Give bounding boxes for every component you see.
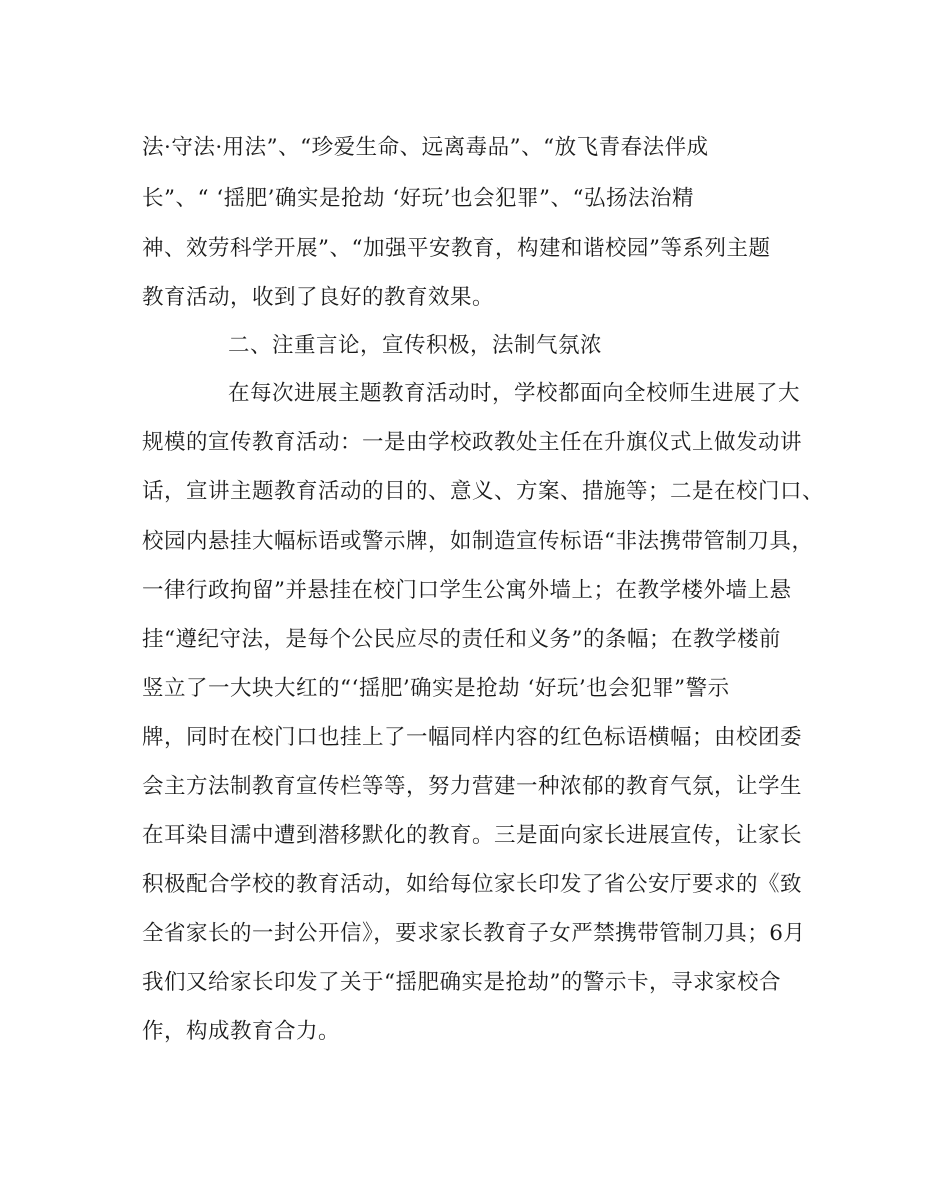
paragraph-2-line-6: 挂“遵纪守法，是每个公民应尽的责任和义务”的条幅；在教学楼前	[142, 627, 781, 652]
paragraph-1-line-1: 法·守法·用法”、“珍爱生命、远离毒品”、“放飞青春法伴成	[142, 135, 709, 160]
paragraph-2-line-5: 一律行政拘留”并悬挂在校门口学生公寓外墙上；在教学楼外墙上悬	[142, 578, 792, 603]
paragraph-1-line-3: 神、效劳科学开展”、“加强平安教育，构建和谐校园”等系列主题	[142, 236, 771, 261]
paragraph-2-line-4: 校园内悬挂大幅标语或警示牌，如制造宣传标语“非法携带管制刀具，	[142, 529, 814, 554]
paragraph-2-line-3: 话，宣讲主题教育活动的目的、意义、方案、措施等；二是在校门口、	[142, 479, 825, 504]
paragraph-2-line-9: 会主方法制教育宣传栏等等，努力营建一种浓郁的教育气氛，让学生	[142, 774, 803, 799]
paragraph-1-line-4: 教育活动，收到了良好的教育效果。	[142, 285, 495, 310]
paragraph-1-line-2: 长”、“ ‘揺肥’确实是抢劫 ‘好玩’也会犯罪”、“弘扬法治精	[142, 186, 694, 211]
paragraph-2-line-8: 牌，同时在校门口也挂上了一幅同样内容的红色标语横幅；由校团委	[142, 725, 803, 750]
paragraph-2-line-1: 在每次进展主题教育活动时，学校都面向全校师生进展了大	[228, 381, 801, 406]
paragraph-2-line-7: 竖立了一大块大红的“‘揺肥’确实是抢劫 ‘好玩’也会犯罪”警示	[142, 676, 730, 701]
paragraph-2-line-11: 积极配合学校的教育活动，如给每位家长印发了省公安厅要求的《致	[142, 872, 803, 897]
paragraph-2-line-14: 作，构成教育合力。	[142, 1019, 341, 1044]
paragraph-2-line-10: 在耳染目濡中遭到潜移默化的教育。三是面向家长进展宣传，让家长	[142, 823, 803, 848]
paragraph-2-line-12: 全省家长的一封公开信》，要求家长教育子女严禁携带管制刀具；6月	[142, 921, 806, 946]
section-heading: 二、注重言论，宣传积极，法制气氛浓	[228, 333, 603, 358]
paragraph-2-line-2: 规模的宣传教育活动：一是由学校政教处主任在升旗仪式上做发动讲	[142, 430, 803, 455]
paragraph-2-line-13: 我们又给家长印发了关于“揺肥确实是抢劫”的警示卡，寻求家校合	[142, 970, 781, 995]
